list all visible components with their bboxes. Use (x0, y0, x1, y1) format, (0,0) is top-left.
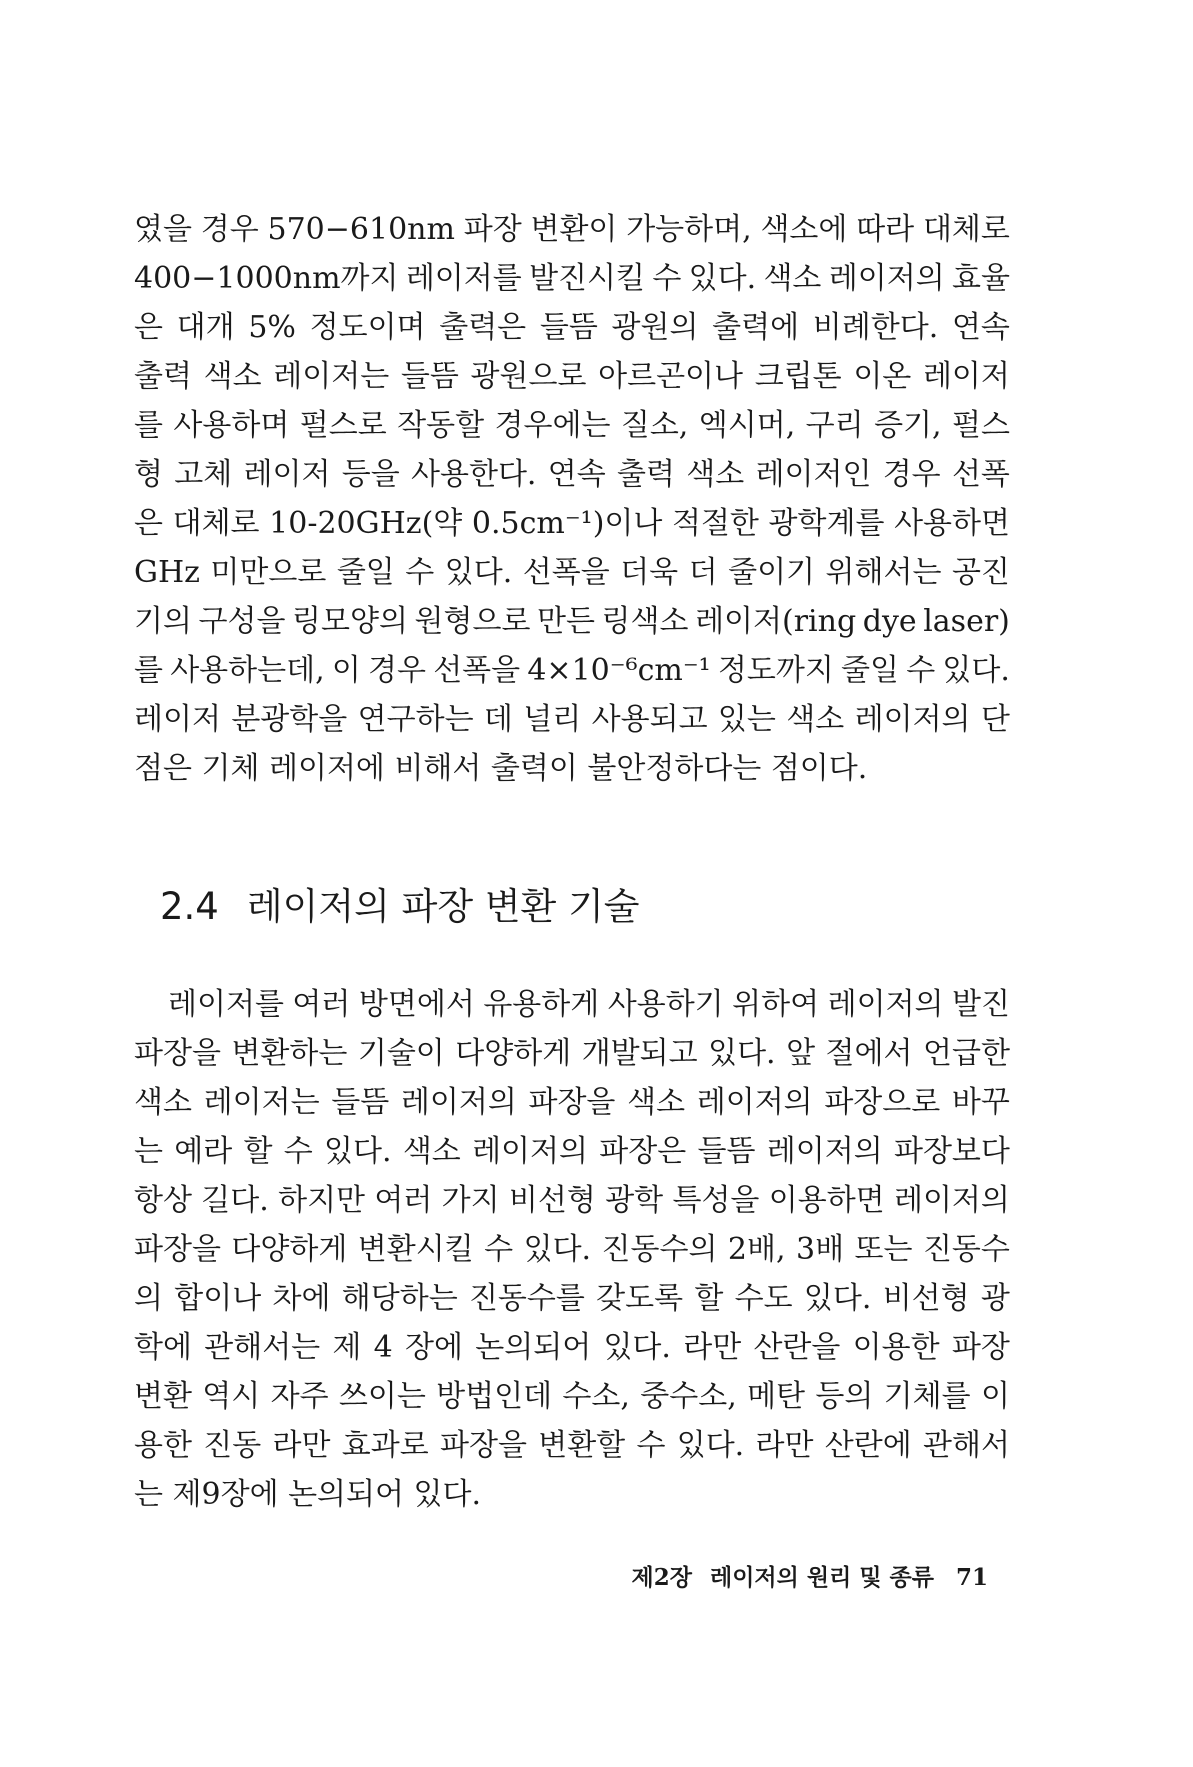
text-line: 는 예라 할 수 있다. 색소 레이저의 파장은 들뜸 레이저의 파장보다 (134, 1134, 1010, 1169)
text-line: 를 사용하며 펄스로 작동할 경우에는 질소, 엑시머, 구리 증기, 펄스 (134, 408, 1010, 443)
text-line: 용한 진동 라만 효과로 파장을 변환할 수 있다. 라만 산란에 관해서 (134, 1428, 1010, 1463)
paragraph-wavelength-conversion (134, 980, 1010, 1519)
running-footer (632, 1560, 988, 1596)
text-line: 를 사용하는데, 이 경우 선폭을 4×10⁻⁶cm⁻¹ 정도까지 줄일 수 있다. (134, 653, 1010, 688)
text-line: 점은 기체 레이저에 비해서 출력이 불안정하다는 점이다. (134, 751, 868, 786)
text-line: 400−1000nm까지 레이저를 발진시킬 수 있다. 색소 레이저의 효율 (134, 261, 1010, 296)
text-line: 는 제9장에 논의되어 있다. (134, 1477, 482, 1512)
text-line: 레이저를 여러 방면에서 유용하게 사용하기 위하여 레이저의 발진 (168, 987, 1010, 1022)
section-number: 2.4 (160, 885, 219, 928)
footer-chapter: 제2장 (631, 1564, 692, 1591)
footer-title: 레이저의 원리 및 종류 (710, 1564, 934, 1591)
text-line: 은 대체로 10-20GHz(약 0.5cm⁻¹)이나 적절한 광학계를 사용하면 (134, 506, 1010, 541)
text-line: 형 고체 레이저 등을 사용한다. 연속 출력 색소 레이저인 경우 선폭 (134, 457, 1010, 492)
section-heading (160, 882, 640, 932)
text-line: 색소 레이저는 들뜸 레이저의 파장을 색소 레이저의 파장으로 바꾸 (134, 1085, 1010, 1120)
text-line: 의 합이나 차에 해당하는 진동수를 갖도록 할 수도 있다. 비선형 광 (134, 1281, 1010, 1316)
text-line: 파장을 다양하게 변환시킬 수 있다. 진동수의 2배, 3배 또는 진동수 (134, 1232, 1010, 1267)
page-number: 71 (955, 1564, 988, 1591)
text-line: 은 대개 5% 정도이며 출력은 들뜸 광원의 출력에 비례한다. 연속 (134, 310, 1010, 345)
paragraph-dye-laser (134, 205, 1010, 793)
text-line: 기의 구성을 링모양의 원형으로 만든 링색소 레이저(ring dye laser) (134, 604, 1010, 639)
text-line: 학에 관해서는 제 4 장에 논의되어 있다. 라만 산란을 이용한 파장 (134, 1330, 1010, 1365)
text-line: 변환 역시 자주 쓰이는 방법인데 수소, 중수소, 메탄 등의 기체를 이 (134, 1379, 1010, 1414)
text-line: 였을 경우 570−610nm 파장 변환이 가능하며, 색소에 따라 대체로 (134, 212, 1010, 247)
section-title: 레이저의 파장 변환 기술 (246, 885, 640, 928)
text-line: 레이저 분광학을 연구하는 데 널리 사용되고 있는 색소 레이저의 단 (134, 702, 1010, 737)
text-line: 항상 길다. 하지만 여러 가지 비선형 광학 특성을 이용하면 레이저의 (134, 1183, 1010, 1218)
text-line: 출력 색소 레이저는 들뜸 광원으로 아르곤이나 크립톤 이온 레이저 (134, 359, 1010, 394)
text-line: 파장을 변환하는 기술이 다양하게 개발되고 있다. 앞 절에서 언급한 (134, 1036, 1010, 1071)
text-line: GHz 미만으로 줄일 수 있다. 선폭을 더욱 더 줄이기 위해서는 공진 (134, 555, 1010, 590)
